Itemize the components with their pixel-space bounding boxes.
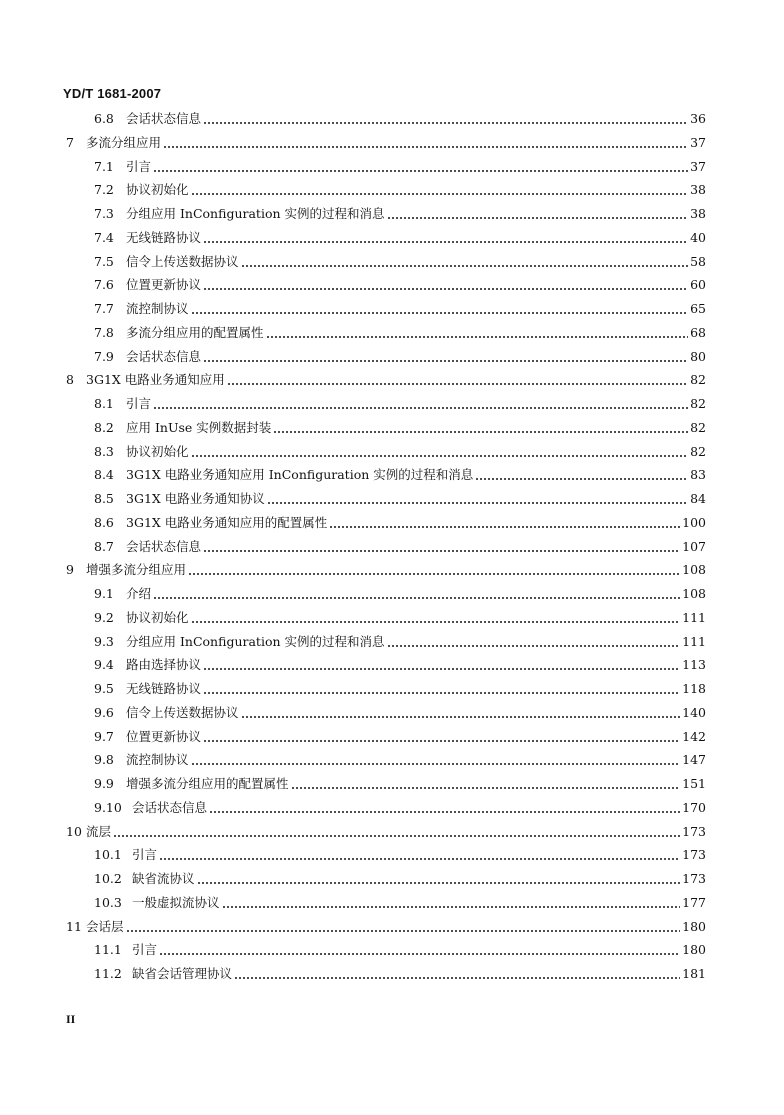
toc-entry[interactable] [94, 798, 706, 818]
toc-entry-title: 会话状态信息 [126, 538, 202, 554]
toc-entry[interactable] [94, 157, 706, 177]
dot-leader [387, 208, 689, 228]
toc-entry-title: 引言 [132, 847, 158, 863]
toc-entry-number: 9.10 [94, 799, 122, 815]
toc-entry-page: 177 [682, 894, 706, 910]
dot-leader [266, 327, 689, 347]
dot-leader [159, 944, 680, 964]
toc-entry-page: 38 [690, 182, 706, 198]
toc-entry-page: 82 [690, 372, 706, 388]
toc-entry-title: 3G1X 电路业务通知应用 [86, 372, 225, 388]
toc-entry-title: 协议初始化 [126, 443, 189, 459]
toc-entry[interactable] [94, 940, 706, 960]
toc-entry-page: 147 [682, 752, 706, 768]
toc-entry[interactable] [94, 893, 706, 913]
toc-entry[interactable] [66, 133, 706, 153]
toc-entry-title: 引言 [132, 942, 158, 958]
toc-entry[interactable] [94, 750, 706, 770]
toc-entry-page: 107 [682, 538, 706, 554]
dot-leader [191, 612, 681, 632]
toc-entry-title: 3G1X 电路业务通知应用 InConfiguration 实例的过程和消息 [126, 467, 474, 483]
dot-leader [113, 826, 680, 846]
toc-entry[interactable] [94, 275, 706, 295]
toc-entry-page: 108 [682, 586, 706, 601]
dot-leader [234, 968, 680, 988]
toc-entry-title: 3G1X 电路业务通知应用的配置属性 [126, 514, 328, 530]
dot-leader [203, 113, 688, 133]
document-id-header: YD/T 1681-2007 [63, 86, 162, 101]
dot-leader [203, 279, 688, 299]
toc-entry-title: 缺省会话管理协议 [132, 966, 233, 981]
toc-entry-number: 9.3 [94, 633, 114, 649]
toc-entry[interactable] [94, 632, 706, 652]
toc-entry-title: 分组应用 InConfiguration 实例的过程和消息 [126, 206, 385, 221]
toc-entry-title: 信令上传送数据协议 [126, 253, 239, 269]
dot-leader [241, 256, 689, 276]
toc-entry-title: 无线链路协议 [126, 229, 202, 245]
toc-entry[interactable] [66, 917, 706, 937]
toc-entry-number: 6.8 [94, 111, 114, 126]
toc-entry-number: 10.3 [94, 894, 122, 910]
toc-entry-title: 分组应用 InConfiguration 实例的过程和消息 [126, 633, 385, 649]
toc-entry-number: 9.9 [94, 776, 114, 791]
toc-entry-title: 多流分组应用 [86, 134, 162, 150]
toc-entry-page: 36 [690, 111, 706, 126]
toc-entry-page: 173 [682, 847, 706, 863]
toc-entry-number: 11.2 [94, 966, 122, 981]
toc-entry-number: 9.2 [94, 609, 114, 625]
toc-entry-page: 82 [690, 396, 706, 411]
toc-entry-page: 82 [690, 419, 706, 435]
toc-entry-number: 7 [66, 134, 74, 150]
toc-entry-title: 会话层 [86, 918, 124, 934]
toc-entry-number: 7.5 [94, 253, 114, 269]
toc-entry-number: 8.1 [94, 396, 114, 411]
toc-entry-number: 9 [66, 562, 74, 578]
toc-entry-title: 一般虚拟流协议 [132, 894, 220, 910]
toc-entry[interactable] [94, 347, 706, 367]
toc-entry-title: 无线链路协议 [126, 681, 202, 696]
toc-entry-number: 8.5 [94, 491, 114, 506]
toc-entry-number: 8 [66, 372, 74, 388]
toc-entry-page: 118 [682, 681, 706, 696]
toc-entry[interactable] [94, 703, 706, 723]
toc-entry-page: 173 [682, 823, 706, 839]
toc-entry-number: 11 [66, 918, 82, 934]
dot-leader [163, 137, 688, 157]
toc-entry-number: 8.7 [94, 538, 114, 554]
toc-entry-title: 会话状态信息 [126, 111, 202, 126]
toc-entry-number: 7.3 [94, 206, 114, 221]
toc-entry-number: 9.4 [94, 657, 114, 673]
toc-entry-number: 9.8 [94, 752, 114, 768]
toc-entry[interactable] [94, 465, 706, 485]
dot-leader [227, 374, 688, 394]
toc-entry[interactable] [94, 537, 706, 557]
toc-entry-number: 9.7 [94, 728, 114, 744]
toc-entry[interactable] [94, 655, 706, 675]
toc-entry[interactable] [94, 964, 706, 984]
toc-entry-title: 流层 [86, 823, 112, 839]
dot-leader [191, 446, 689, 466]
toc-entry-title: 位置更新协议 [126, 277, 202, 293]
dot-leader [203, 683, 680, 703]
toc-entry[interactable] [94, 418, 706, 438]
toc-entry-title: 3G1X 电路业务通知协议 [126, 491, 265, 506]
toc-entry-page: 140 [682, 704, 706, 720]
toc-entry-number: 8.6 [94, 514, 114, 530]
toc-entry-page: 40 [690, 229, 706, 245]
toc-entry-page: 151 [682, 776, 706, 791]
toc-entry-page: 113 [682, 657, 706, 673]
dot-leader [191, 754, 681, 774]
dot-leader [197, 873, 681, 893]
toc-entry-title: 应用 InUse 实例数据封装 [126, 419, 272, 435]
toc-entry-page: 38 [690, 206, 706, 221]
toc-entry-title: 增强多流分组应用 [86, 562, 187, 578]
toc-entry-page: 111 [682, 633, 706, 649]
toc-entry[interactable] [94, 252, 706, 272]
toc-entry-number: 8.4 [94, 467, 114, 483]
toc-entry-number: 7.1 [94, 158, 114, 174]
toc-entry-title: 流控制协议 [126, 301, 189, 316]
toc-entry-page: 84 [690, 491, 706, 506]
toc-entry[interactable] [94, 679, 706, 699]
toc-entry-number: 7.6 [94, 277, 114, 293]
dot-leader [267, 493, 688, 513]
page-number-footer: II [66, 1012, 76, 1026]
toc-entry[interactable] [94, 180, 706, 200]
toc-entry-number: 9.1 [94, 586, 114, 601]
toc-entry-number: 11.1 [94, 942, 122, 958]
toc-entry[interactable] [94, 608, 706, 628]
toc-entry-number: 9.6 [94, 704, 114, 720]
toc-entry-title: 多流分组应用的配置属性 [126, 324, 264, 340]
dot-leader [153, 161, 688, 181]
toc-entry-page: 170 [682, 799, 706, 815]
toc-entry[interactable] [94, 489, 706, 509]
dot-leader [222, 897, 681, 917]
toc-entry-number: 7.2 [94, 182, 114, 198]
toc-entry-title: 增强多流分组应用的配置属性 [126, 776, 289, 791]
toc-entry[interactable] [94, 845, 706, 865]
toc-entry-number: 10.1 [94, 847, 122, 863]
toc-entry[interactable] [94, 774, 706, 794]
toc-entry-number: 7.8 [94, 324, 114, 340]
toc-entry-page: 65 [690, 301, 706, 316]
toc-entry[interactable] [94, 394, 706, 414]
toc-entry-title: 介绍 [126, 586, 152, 601]
toc-entry-page: 142 [682, 728, 706, 744]
toc-entry-page: 108 [682, 562, 706, 578]
dot-leader [126, 921, 681, 941]
toc-entry[interactable] [94, 513, 706, 533]
toc-entry[interactable] [94, 228, 706, 248]
toc-entry-page: 80 [690, 348, 706, 364]
dot-leader [159, 849, 680, 869]
toc-entry-title: 路由选择协议 [126, 657, 202, 673]
dot-leader [203, 731, 680, 751]
dot-leader [203, 351, 688, 371]
toc-entry-page: 173 [682, 871, 706, 886]
dot-leader [153, 398, 688, 418]
toc-entry-number: 7.4 [94, 229, 114, 245]
dot-leader [209, 802, 680, 822]
toc-entry-title: 协议初始化 [126, 182, 189, 198]
toc-entry[interactable] [66, 822, 706, 842]
toc-entry-title: 引言 [126, 396, 152, 411]
toc-entry-page: 58 [690, 253, 706, 269]
toc-entry-number: 8.2 [94, 419, 114, 435]
toc-entry-number: 9.5 [94, 681, 114, 696]
toc-entry[interactable] [94, 109, 706, 129]
toc-entry-page: 180 [682, 918, 706, 934]
toc-entry-page: 37 [690, 158, 706, 174]
dot-leader [241, 707, 681, 727]
dot-leader [387, 636, 681, 656]
toc-entry-title: 流控制协议 [126, 752, 189, 768]
toc-entry-page: 181 [682, 966, 706, 981]
toc-entry-page: 83 [690, 467, 706, 483]
toc-entry[interactable] [94, 299, 706, 319]
toc-entry[interactable] [66, 370, 706, 390]
toc-entry[interactable] [66, 560, 706, 580]
toc-entry-title: 位置更新协议 [126, 728, 202, 744]
toc-entry[interactable] [94, 869, 706, 889]
toc-entry-page: 111 [682, 609, 706, 625]
toc-entry-page: 82 [690, 443, 706, 459]
toc-entry-page: 100 [682, 514, 706, 530]
toc-entry-title: 会话状态信息 [126, 348, 202, 364]
toc-entry[interactable] [94, 727, 706, 747]
toc-entry-number: 7.9 [94, 348, 114, 364]
toc-entry-title: 会话状态信息 [132, 799, 208, 815]
toc-entry[interactable] [94, 584, 706, 604]
toc-entry-number: 10 [66, 823, 82, 839]
dot-leader [191, 303, 689, 323]
toc-entry-title: 信令上传送数据协议 [126, 704, 239, 720]
toc-entry[interactable] [94, 323, 706, 343]
toc-entry-title: 协议初始化 [126, 609, 189, 625]
toc-entry-page: 37 [690, 134, 706, 150]
toc-entry-page: 68 [690, 324, 706, 340]
dot-leader [203, 541, 680, 561]
dot-leader [153, 588, 680, 608]
toc-entry-title: 缺省流协议 [132, 871, 195, 886]
dot-leader [188, 564, 680, 584]
dot-leader [203, 659, 680, 679]
toc-entry[interactable] [94, 204, 706, 224]
dot-leader [329, 517, 680, 537]
toc-entry-number: 10.2 [94, 871, 122, 886]
toc-entry-title: 引言 [126, 158, 152, 174]
dot-leader [191, 184, 689, 204]
toc-entry-page: 60 [690, 277, 706, 293]
dot-leader [291, 778, 681, 798]
dot-leader [273, 422, 688, 442]
toc-entry-number: 8.3 [94, 443, 114, 459]
toc-entry-number: 7.7 [94, 301, 114, 316]
toc-entry-page: 180 [682, 942, 706, 958]
dot-leader [203, 232, 688, 252]
toc-entry[interactable] [94, 442, 706, 462]
dot-leader [475, 469, 688, 489]
